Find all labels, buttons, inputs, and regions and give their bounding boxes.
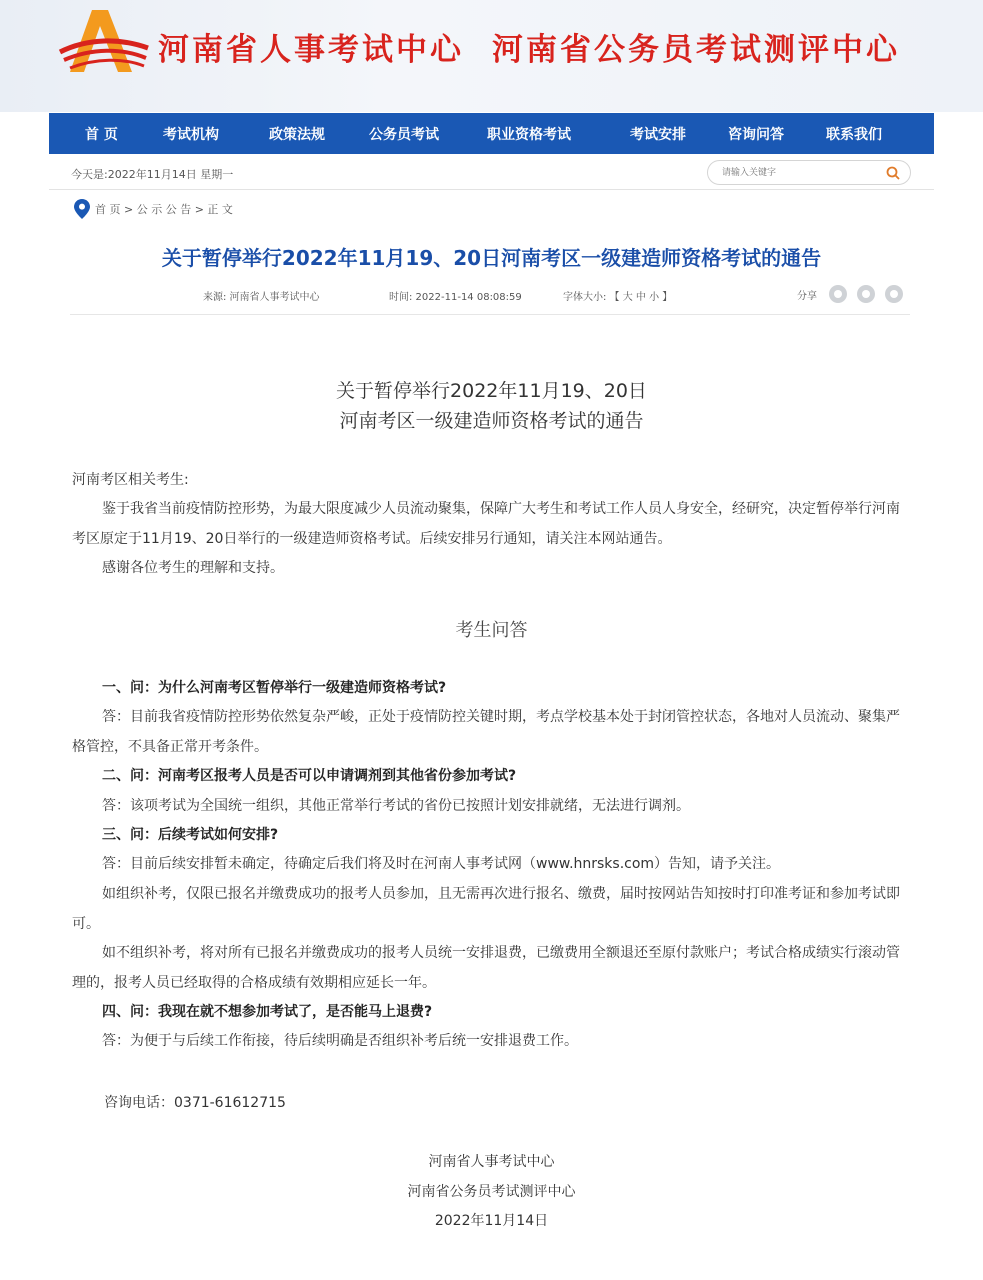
answer-1: 答：目前我省疫情防控形势依然复杂严峻，正处于疫情防控关键时期，考点学校基本处于封闭管控状态，各地对人员流动、聚集严格管控，不具备正常开考条件。 (72, 709, 900, 755)
org-name-secondary: 河南省公务员考试测评中心 (492, 32, 900, 68)
letter-a-logo-icon (58, 8, 150, 80)
nav-item-institutions[interactable]: 考试机构 (163, 127, 219, 143)
search-icon[interactable] (886, 166, 900, 180)
question-2: 二、问：河南考区报考人员是否可以申请调剂到其他省份参加考试? (102, 768, 517, 784)
signature-org-2: 河南省公务员考试测评中心 (407, 1184, 576, 1200)
info-bar (49, 156, 934, 190)
main-nav (49, 113, 934, 154)
nav-item-policies[interactable]: 政策法规 (269, 127, 325, 143)
answer-3-refund: 如不组织补考，将对所有已报名并缴费成功的报考人员统一安排退费，已缴费用全额退还至原付款账户；考试合格成绩实行滚动管理的，报考人员已经取得的合格成绩有效期相应延长一年。 (72, 945, 900, 991)
article-time: 时间: 2022-11-14 08:08:59 (389, 292, 522, 303)
answer-2: 答：该项考试为全国统一组织，其他正常举行考试的省份已按照计划安排就绪，无法进行调剂。 (102, 798, 690, 814)
nav-item-exam-schedule[interactable]: 考试安排 (630, 127, 686, 143)
share-weibo-icon[interactable] (857, 285, 875, 303)
signature-date: 2022年11月14日 (434, 1213, 549, 1229)
salutation: 河南考区相关考生: (72, 472, 189, 488)
title-divider (70, 314, 910, 315)
nav-item-civil-service[interactable]: 公务员考试 (369, 127, 439, 143)
nav-item-faq[interactable]: 咨询问答 (728, 127, 784, 143)
contact-phone: 咨询电话：0371-61612715 (104, 1095, 286, 1111)
breadcrumb-path[interactable]: 首 页 > 公 示 公 告 > 正 文 (95, 203, 233, 216)
doc-heading-line-2: 河南考区一级建造师资格考试的通告 (339, 410, 644, 432)
location-pin-icon (74, 199, 90, 219)
search-box (707, 160, 911, 185)
current-date: 今天是:2022年11月14日 星期一 (71, 168, 234, 181)
nav-item-contact[interactable]: 联系我们 (826, 127, 882, 143)
org-name-primary: 河南省人事考试中心 (158, 32, 464, 68)
nav-item-professional-qualification[interactable]: 职业资格考试 (487, 127, 571, 143)
share-wechat-icon[interactable] (829, 285, 847, 303)
question-1: 一、问：为什么河南考区暂停举行一级建造师资格考试? (102, 680, 447, 696)
notice-paragraph-2: 感谢各位考生的理解和支持。 (102, 560, 284, 576)
answer-4: 答：为便于与后续工作衔接，待后续明确是否组织补考后统一安排退费工作。 (102, 1033, 578, 1049)
answer-3: 答：目前后续安排暂未确定，待确定后我们将及时在河南人事考试网（www.hnrsks.com）告知，请予关注。 (102, 856, 781, 872)
header-banner (0, 0, 983, 112)
article-title: 关于暂停举行2022年11月19、20日河南考区一级建造师资格考试的通告 (161, 246, 822, 270)
doc-heading-line-1: 关于暂停举行2022年11月19、20日 (336, 380, 647, 402)
question-3: 三、问：后续考试如何安排? (102, 827, 279, 843)
nav-item-home[interactable]: 首 页 (85, 127, 118, 143)
search-input[interactable] (722, 165, 882, 181)
article-source: 来源: 河南省人事考试中心 (203, 292, 320, 303)
signature-org-1: 河南省人事考试中心 (428, 1154, 555, 1170)
share-qzone-icon[interactable] (885, 285, 903, 303)
breadcrumb (74, 199, 233, 219)
question-4: 四、问：我现在就不想参加考试了，是否能马上退费? (102, 1004, 433, 1020)
font-size-selector[interactable]: 字体大小: 【 大 中 小 】 (563, 292, 673, 303)
share-label: 分享 (797, 290, 817, 302)
qa-heading: 考生问答 (455, 620, 528, 641)
answer-3-makeup-exam: 如组织补考，仅限已报名并缴费成功的报考人员参加，且无需再次进行报名、缴费，届时按网站告知按时打印准考证和参加考试即可。 (72, 886, 900, 932)
notice-paragraph-1: 鉴于我省当前疫情防控形势，为最大限度减少人员流动聚集，保障广大考生和考试工作人员人身安全，经研究，决定暂停举行河南考区原定于11月19、20日举行的一级建造师资格考试。后续安排另行通知，请关注本网站通告。 (72, 501, 900, 547)
share-bar (797, 285, 913, 303)
